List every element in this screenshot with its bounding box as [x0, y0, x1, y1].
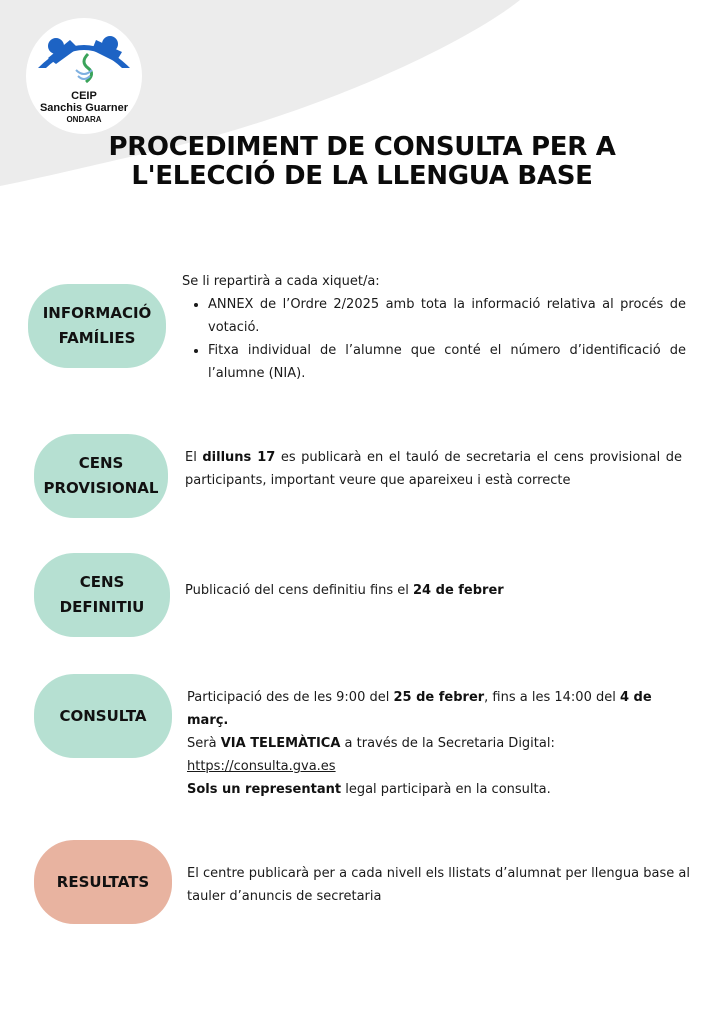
text-segment: Publicació del cens definitiu fins el [185, 583, 414, 598]
date-highlight: dilluns 17 [202, 450, 276, 465]
text-segment: a través de la Secretaria Digital: [340, 736, 555, 751]
consulta-method [187, 732, 690, 755]
label-resultats [34, 840, 172, 924]
label-cens-provisional [34, 434, 168, 518]
label-informacio-families [28, 284, 166, 368]
label-line-2: DEFINITIU [59, 598, 145, 616]
resultats-description [187, 862, 690, 908]
label-cens-definitiu [34, 553, 170, 637]
title-line-2: L'ELECCIÓ DE LA LLENGUA BASE [131, 161, 593, 191]
text-segment: es publicarà en el tauló de secretaria el cens provisional de participants, important veure que apareixeu i està correcte [185, 450, 682, 488]
consulta-dates [187, 686, 690, 732]
resultats-text: El centre publicarà per a cada nivell els llistats d’alumnat per llengua base al tauler d’anuncis de secretaria [187, 866, 690, 904]
date-highlight: 25 de febrer [393, 690, 485, 705]
text-segment: Participació des de les 9:00 del [187, 690, 394, 705]
label-line-2: FAMÍLIES [58, 329, 136, 347]
cens-definitiu-text [185, 579, 682, 602]
date-highlight: 24 de febrer [413, 583, 504, 598]
date-highlight: 4 de març. [187, 690, 652, 728]
text-segment: legal participarà en la consulta. [341, 782, 551, 797]
informacio-intro: Se li repartirà a cada xiquet/a: [182, 274, 380, 289]
cens-provisional-text [185, 446, 682, 492]
logo-line-ceip: CEIP [71, 90, 97, 102]
logo-line-town: ONDARA [66, 115, 102, 124]
text-segment: El [185, 450, 203, 465]
label-line-1: CENS [78, 454, 124, 472]
consulta-link[interactable]: https://consulta.gva.es [187, 759, 336, 774]
page-title [62, 133, 662, 191]
label-line-1: CENS [79, 573, 125, 591]
informacio-bullet-annex: • ANNEX de l’Ordre 2/2025 amb tota la informació relativa al procés de votació. [208, 293, 686, 339]
consulta-representative [187, 778, 690, 801]
consulta-link-line [187, 755, 690, 778]
consulta-description [187, 686, 690, 801]
label-text: CONSULTA [59, 706, 147, 725]
school-logo [26, 18, 142, 134]
label-line-2: PROVISIONAL [43, 479, 159, 497]
informacio-description [182, 270, 686, 385]
label-line-1: INFORMACIÓ [42, 304, 152, 322]
cens-provisional-description [185, 446, 682, 492]
title-line-1: PROCEDIMENT DE CONSULTA PER A [108, 132, 616, 162]
text-segment: , fins a les 14:00 del [484, 690, 620, 705]
label-text: RESULTATS [56, 872, 150, 891]
informacio-bullet-fitxa: • Fitxa individual de l’alumne que conté el número d’identificació de l’alumne (NIA). [208, 339, 686, 385]
logo-line-school-name: Sanchis Guarner [39, 102, 129, 114]
text-segment: Serà [187, 736, 221, 751]
informacio-bullet-list [182, 293, 686, 385]
cens-definitiu-description [185, 579, 682, 602]
representative-highlight: Sols un representant [187, 782, 342, 797]
label-consulta [34, 674, 172, 758]
method-highlight: VIA TELEMÀTICA [220, 736, 341, 751]
